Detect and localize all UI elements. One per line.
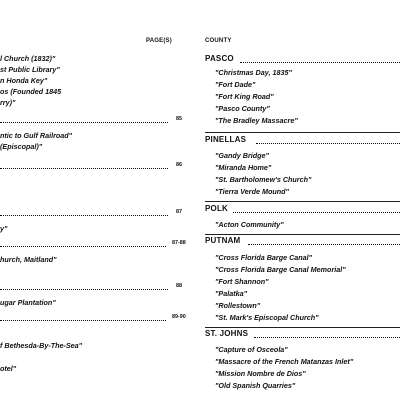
- leader-dots: [254, 336, 400, 338]
- page-number: 87: [176, 209, 182, 215]
- county-entry: "Old Spanish Quarries": [215, 381, 296, 390]
- county-heading: POLK: [205, 204, 229, 213]
- county-entry: "Fort Dade": [215, 80, 256, 89]
- county-entry: "Acton Community": [215, 220, 284, 229]
- leader-dots: [0, 245, 166, 247]
- county-entry: "Fort Shannon": [215, 277, 269, 286]
- county-entry: "Capture of Osceola": [215, 345, 288, 354]
- leader-dots: [0, 214, 168, 216]
- county-entry: "Mission Nombre de Dios": [215, 369, 306, 378]
- section-divider: [205, 132, 400, 133]
- leader-dots: [248, 243, 400, 245]
- left-entry-2: st Public Library": [0, 65, 60, 74]
- county-entry: "Cross Florida Barge Canal": [215, 253, 313, 262]
- left-entry-12: otel": [0, 364, 17, 373]
- section-divider: [205, 234, 400, 235]
- county-heading: ST. JOHNS: [205, 329, 249, 338]
- county-entry: "Massacre of the French Matanzas Inlet": [215, 357, 354, 366]
- county-entry: "Fort King Road": [215, 92, 274, 101]
- left-entry-7: (Episcopal)": [0, 142, 43, 151]
- left-entry-6: ntic to Gulf Railroad": [0, 131, 73, 140]
- county-entry: "St. Mark's Episcopal Church": [215, 313, 319, 322]
- leader-dots: [240, 61, 400, 63]
- county-entry: "Palatka": [215, 289, 247, 298]
- county-entry: "Gandy Bridge": [215, 151, 269, 160]
- leader-dots: [0, 288, 168, 290]
- left-entry-3: n Honda Key": [0, 76, 48, 85]
- section-divider: [205, 201, 400, 202]
- county-heading: PINELLAS: [205, 135, 247, 144]
- left-entry-4: os (Founded 1845: [0, 87, 62, 96]
- county-column-header: COUNTY: [205, 38, 232, 44]
- county-entry: "Pasco County": [215, 104, 270, 113]
- leader-dots: [0, 121, 168, 123]
- county-entry: "The Bradley Massacre": [215, 116, 298, 125]
- pages-column-header: PAGE(S): [146, 38, 172, 44]
- county-entry: "Tierra Verde Mound": [215, 187, 289, 196]
- county-entry: "Christmas Day, 1835": [215, 68, 292, 77]
- page-number: 89-90: [172, 314, 186, 320]
- left-entry-10: ugar Plantation": [0, 298, 56, 307]
- section-divider: [205, 327, 400, 328]
- page-number: 87-88: [172, 240, 186, 246]
- county-heading: PUTNAM: [205, 236, 241, 245]
- county-heading: PASCO: [205, 54, 234, 63]
- page-number: 85: [176, 116, 182, 122]
- page-number: 88: [176, 283, 182, 289]
- leader-dots: [0, 167, 168, 169]
- page-number: 86: [176, 162, 182, 168]
- leader-dots: [256, 142, 400, 144]
- leader-dots: [233, 211, 400, 213]
- county-entry: "Cross Florida Barge Canal Memorial": [215, 265, 346, 274]
- leader-dots: [0, 319, 166, 321]
- left-entry-8: y": [0, 224, 8, 233]
- left-entry-1: l Church (1832)": [0, 54, 56, 63]
- county-entry: "Miranda Home": [215, 163, 272, 172]
- county-entry: "St. Bartholomew's Church": [215, 175, 312, 184]
- left-entry-9: hurch, Maitland": [0, 255, 57, 264]
- county-entry: "Rollestown": [215, 301, 261, 310]
- left-entry-11: f Bethesda-By-The-Sea": [0, 341, 83, 350]
- left-entry-5: rry)": [0, 98, 16, 107]
